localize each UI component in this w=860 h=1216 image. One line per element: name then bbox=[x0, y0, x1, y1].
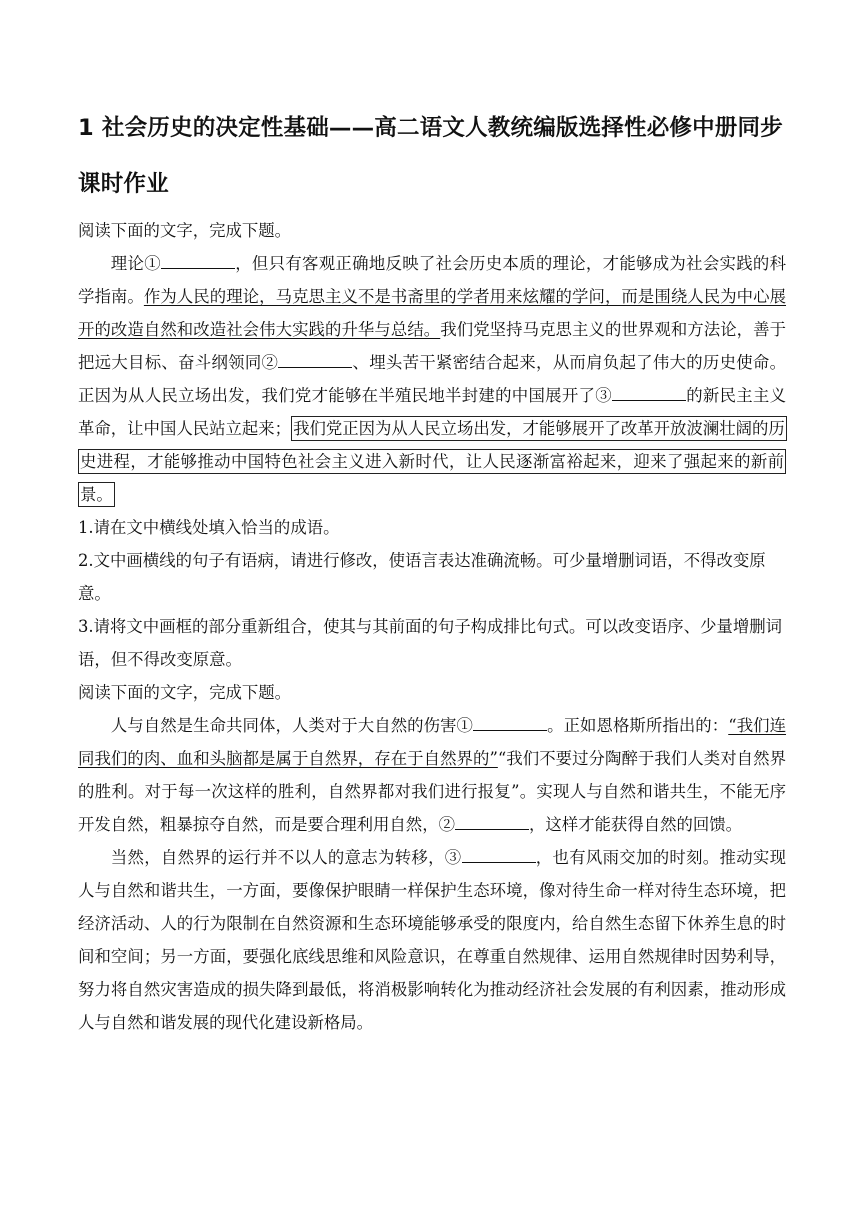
passage-text: ，也有风雨交加的时刻。推动实现人与自然和谐共生，一方面，要像保护眼睛一样保护生态环境，像对待生命一样对待生态环境，把经济活动、人的行为限制在自然资源和生态环境能够承受的限度内，给自然生态留下休养生息的时间和空间；另一方面，要强化底线思维和风险意识，在尊重自然规律、运用自然规律时因势利导，努力将自然灾害造成的损失降到最低，将消极影响转化为推动经济社会发展的有利因素，推动形成人与自然和谐发展的现代化建设新格局。 bbox=[78, 848, 787, 1032]
question-3: 3.请将文中画框的部分重新组合，使其与其前面的句子构成排比句式。可以改变语序、少量增删词语，但不得改变原意。 bbox=[78, 617, 783, 669]
passage-text: 理论① bbox=[110, 254, 161, 273]
passage-text: ，但只有客观正确地反映了社会历史本质的理论，才能够成为社会实践的科学指南。 bbox=[78, 254, 787, 306]
fill-blank-3 bbox=[462, 845, 536, 863]
passage-text: 。正如恩格斯所指出的： bbox=[547, 716, 729, 735]
passage-text: 、埋头苦干紧密结合起来，从而肩负起了伟大的历史使命。正因为从人民立场出发，我们党才能够在半殖民地半封建的中国展开了③ bbox=[78, 353, 787, 405]
passage-text: 的新民主主义革命，让中国人民站立起来； bbox=[78, 386, 787, 438]
passage-text: ，这样才能获得自然的回馈。 bbox=[528, 815, 743, 834]
fill-blank-3 bbox=[612, 383, 686, 401]
passage-2-paragraph-1 bbox=[78, 709, 786, 841]
passage-text: “我们不要过分陶醉于我们人类对自然界的胜利。对于每一次这样的胜利，自然界都对我们进行报复”。实现人与自然和谐共生，不能无序开发自然，粗暴掠夺自然，而是要合理利用自然，② bbox=[78, 749, 786, 834]
fill-blank-2 bbox=[278, 350, 352, 368]
reading-instruction-2: 阅读下面的文字，完成下题。 bbox=[78, 683, 292, 702]
boxed-sentence: 我们党正因为从人民立场出发，才能够展开了改革开放波澜壮阔的历史进程，才能够推动中国特色社会主义进入新时代，让人民逐渐富裕起来，迎来了强起来的新前景。 bbox=[78, 416, 787, 507]
document-page bbox=[78, 100, 786, 1039]
document-title: 1 社会历史的决定性基础——高二语文人教统编版选择性必修中册同步课时作业 bbox=[78, 115, 783, 197]
passage-1-paragraph bbox=[78, 247, 786, 511]
passage-text: 我们党坚持马克思主义的世界观和方法论，善于把远大目标、奋斗纲领同② bbox=[78, 320, 787, 372]
underlined-sentence: 作为人民的理论，马克思主义不是书斋里的学者用来炫耀的学问，而是围绕人民为中心展开的改造自然和改造社会伟大实践的升华与总结。 bbox=[78, 287, 787, 339]
passage-text: 当然，自然界的运行并不以人的意志为转移，③ bbox=[110, 848, 462, 867]
question-2: 2.文中画横线的句子有语病，请进行修改，使语言表达准确流畅。可少量增删词语，不得改变原意。 bbox=[78, 551, 766, 603]
passage-text: 人与自然是生命共同体，人类对于大自然的伤害① bbox=[110, 716, 474, 735]
fill-blank-2 bbox=[455, 812, 529, 830]
fill-blank-1 bbox=[161, 251, 235, 269]
passage-2-paragraph-2 bbox=[78, 841, 786, 1039]
underlined-quote: “我们连同我们的肉、血和头脑都是属于自然界，存在于自然界的” bbox=[78, 716, 787, 768]
fill-blank-1 bbox=[473, 713, 547, 731]
reading-instruction-1: 阅读下面的文字，完成下题。 bbox=[78, 221, 292, 240]
question-1: 1.请在文中横线处填入恰当的成语。 bbox=[78, 518, 340, 537]
